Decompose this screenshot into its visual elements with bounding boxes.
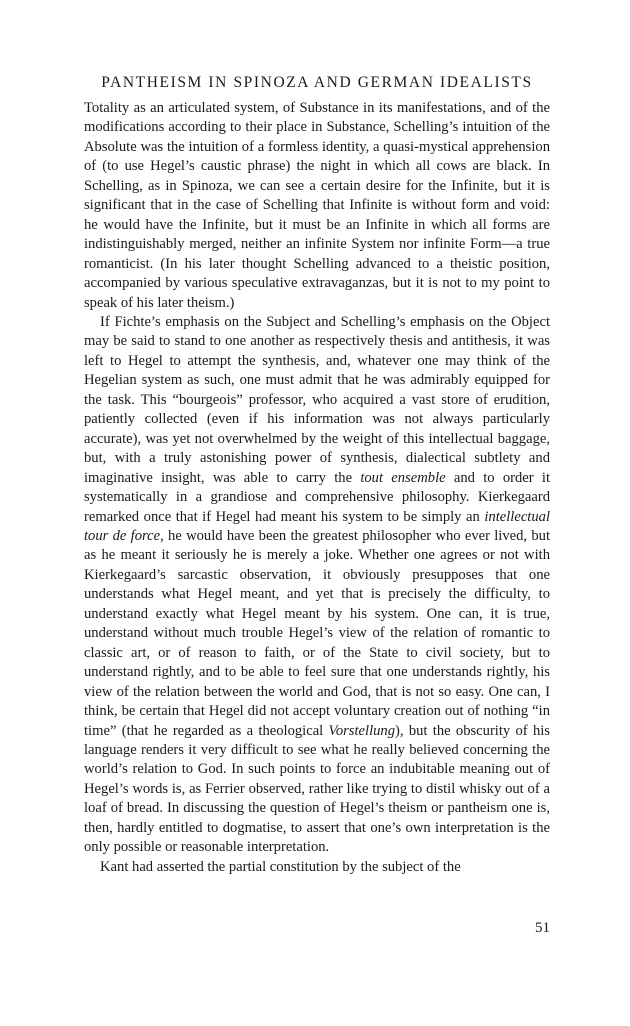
paragraph-2-text-a: If Fichte’s emphasis on the Subject and Schelling’s emphasis on the Object may be said to stand to one another as respectively thesis and antithesis, it was left to Hegel to attempt the synthesis, and, whatever one may think of the Hegelian system as such, one must admit that he was admirably equipped for the task. This “bourgeois” professor, who acquired a vast store of erudition, patiently collected (even if his information was not always particularly accurate), was yet not overwhelmed by the weight of this intellectual baggage, but, with a truly astonishing power of synthesis, dialectical subtlety and imaginative insight, was able to carry the xyxy=(84,313,550,486)
italic-intellectual-tour-de-force: intellectual tour de force xyxy=(84,508,550,544)
paragraph-2-text-d: ), but the obscurity of his language renders it very difficult to see what he really believed concerning the world’s relation to God. In such points to force an indubitable meaning out of Hegel’s words is, as Ferrier observed, rather like trying to distil whisky out of a loaf of bread. In discussing the question of Hegel’s theism or pantheism one is, then, hardly entitled to dogmatise, to assert that one’s own interpretation is the only possible or reasonable interpretation. xyxy=(84,722,550,856)
italic-tout-ensemble: tout ensemble xyxy=(360,469,446,486)
paragraph-3-text: Kant had asserted the partial constitution by the subject of the xyxy=(100,858,461,875)
paragraph-3 xyxy=(84,858,550,877)
paragraph-2-text-b: and to order it systematically in a grandiose and comprehensive philosophy. Kierkegaard remarked once that if Hegel had meant his system to be simply an xyxy=(84,469,551,525)
paragraph-1 xyxy=(84,99,550,313)
paragraph-2-text-c: , he would have been the greatest philosopher who ever lived, but as he meant it seriously he is merely a joke. Whether one agrees or not with Kierkegaard’s sarcastic observation, it obviously presupposes that one understands what Hegel meant, and yet that is precisely the difficulty, to understand exactly what Hegel meant by his system. One can, it is true, understand without much trouble Hegel’s view of the relation of romantic to classic art, or of reason to faith, or of the State to civil society, but to understand rightly, and to be able to feel sure that one understands rightly, his view of the relation between the world and God, that is not so easy. One can, I think, be certain that Hegel did not accept voluntary creation out of nothing “in time” (that he regarded as a theological xyxy=(84,527,550,739)
page-number: 51 xyxy=(535,920,550,936)
running-head: PANTHEISM IN SPINOZA AND GERMAN IDEALISTS xyxy=(101,74,533,91)
body-text xyxy=(84,99,550,877)
paragraph-1-text: Totality as an articulated system, of Substance in its manifestations, and of the modifications according to their place in Substance, Schelling’s intuition of the Absolute was the intuition of a formless identity, a quasi-mystical apprehension of (to use Hegel’s caustic phrase) the night in which all cows are black. In Schelling, as in Spinoza, we can see a certain desire for the Infinite, but it is significant that in the case of Schelling that Infinite is without form and void: he would have the Infinite, but it must be an Infinite in which all forms are indistinguishably merged, neither an infinite System nor infinite Form—a true romanticist. (In his later thought Schelling advanced to a theistic position, accompanied by various speculative extravaganzas, but it is not to my point to speak of his later theism.) xyxy=(84,100,550,311)
italic-vorstellung: Vorstellung xyxy=(328,722,396,739)
paragraph-2 xyxy=(84,313,550,858)
